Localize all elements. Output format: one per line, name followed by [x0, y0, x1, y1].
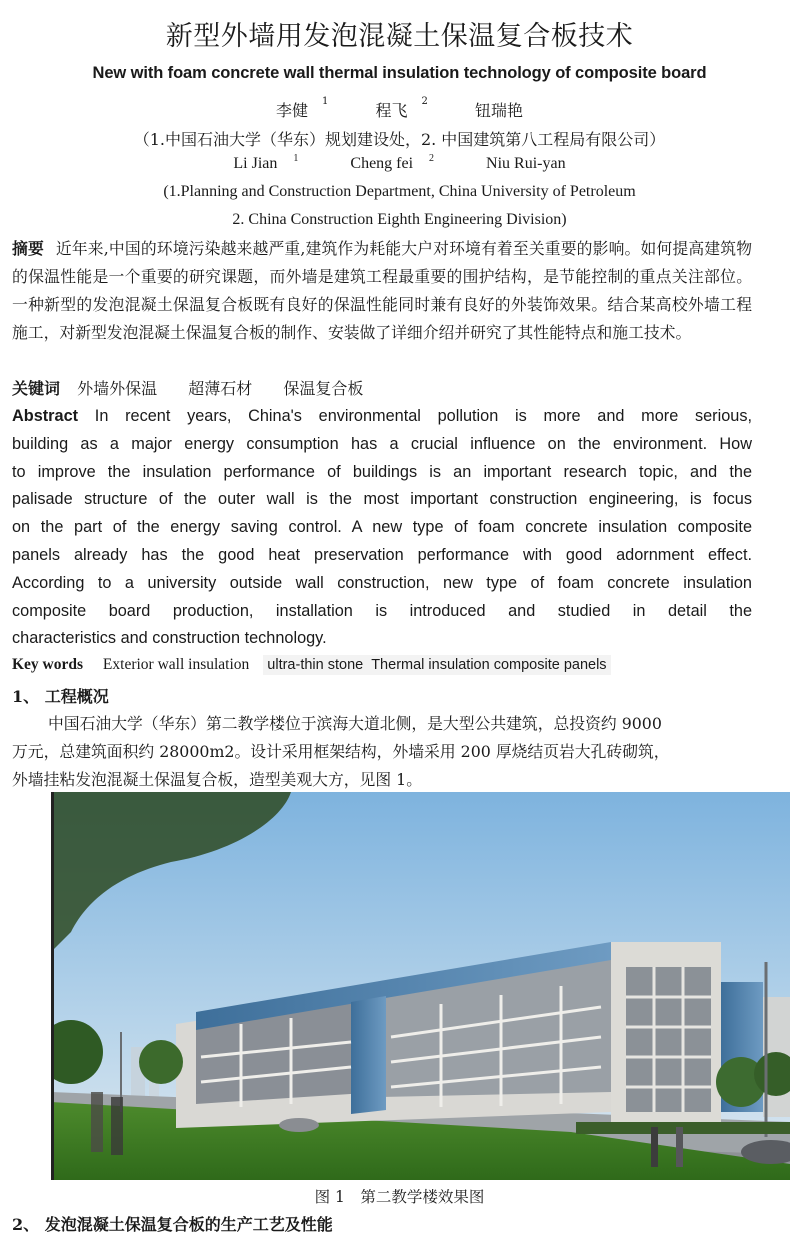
keyword-cn: 保温复合板 [283, 379, 364, 398]
section-1-line: 外墙挂粘发泡混凝土保温复合板，造型美观大方，见图 1。 [12, 770, 422, 789]
authors-en [0, 155, 799, 173]
keywords-en-label: Key words [12, 656, 84, 673]
paper-title-cn: 新型外墙用发泡混凝土保温复合板技术 [165, 21, 634, 52]
keyword-cn: 外墙外保温 [77, 379, 158, 398]
affiliation-en-line-2: 2. China Construction Eighth Engineering Division) [232, 211, 567, 228]
abstract-en-line: characteristics and construction technology. [12, 629, 327, 648]
abstract-en-line: According to a university outside wall construction, new type of foam concrete insulation [12, 573, 752, 592]
abstract-en-line: to improve the insulation performance of buildings is an important research topic, and the [12, 462, 752, 481]
keyword-en: Thermal insulation composite panels [367, 655, 610, 675]
keyword-en: ultra-thin stone [263, 655, 367, 675]
abstract-en-line: on the part of the energy saving control. A new type of foam concrete insulation composite [12, 518, 752, 537]
author-en: Cheng fei $^2$ [350, 153, 435, 172]
paper-title-en: New with foam concrete wall thermal insulation technology of composite board [92, 64, 707, 82]
figure-1-caption: 图 1 第二教学楼效果图 [314, 1188, 485, 1206]
section-1-line: 中国石油大学（华东）第二教学楼位于滨海大道北侧，是大型公共建筑，总投资约 9000 [48, 714, 662, 733]
keyword-cn: 超薄石材 [188, 379, 253, 398]
abstract-en-line: palisade structure of the outer wall is the most important construction engineering, is focus [12, 490, 752, 509]
abstract-en-line: panels already has the good heat preservation performance with good adornment effect. [12, 545, 752, 564]
affiliation-cn: （1.中国石油大学（华东）规划建设处，2. 中国建筑第八工程局有限公司） [133, 130, 666, 149]
abstract-cn-label: 摘要 [12, 239, 44, 258]
abstract-en-line: building as a major energy consumption has a crucial influence on the environment. How [12, 434, 752, 453]
keywords-en [12, 656, 611, 674]
authors-cn [0, 98, 799, 121]
keywords-cn [12, 376, 389, 399]
keyword-en: Exterior wall insulation [102, 656, 250, 673]
abstract-en-label: Abstract [12, 407, 79, 425]
author-cn: 李健 $^1$ [276, 96, 329, 120]
section-2-heading: 2、 发泡混凝土保温复合板的生产工艺及性能 [12, 1215, 333, 1234]
building-illustration [51, 792, 790, 1180]
section-1-heading: 1、 工程概况 [12, 687, 109, 706]
author-cn: 程飞 $^2$ [375, 96, 428, 120]
figure-1-building-rendering [51, 792, 790, 1180]
abstract-en-line: composite board production, installation is introduced and studied in detail the [12, 601, 752, 620]
affiliation-en-line-1: (1.Planning and Construction Department, China University of Petroleum [163, 183, 636, 200]
abstract-cn [12, 235, 752, 347]
author-en: Li Jian $^1$ [233, 153, 299, 172]
section-1-body [12, 710, 752, 794]
section-1-line: 万元，总建筑面积约 28000m2。设计采用框架结构，外墙采用 200 厚烧结页岩大孔砖砌筑， [12, 742, 670, 761]
keywords-cn-label: 关键词 [12, 379, 61, 398]
abstract-en [12, 403, 752, 653]
author-en: Niu Rui-yan [486, 155, 566, 172]
abstract-en-line: Abstract In recent years, China's environmental pollution is more and more serious, [12, 407, 752, 425]
abstract-cn-text: 近年来,中国的环境污染越来越严重,建筑作为耗能大户对环境有着至关重要的影响。如何提高建筑物的保温性能是一个重要的研究课题，而外墙是建筑工程最重要的围护结构，是节能控制的重点关注部位。一种新型的发泡混凝土保温复合板既有良好的保温性能同时兼有良好的外装饰效果。结合某高校外墙工程施工，对新型发泡混凝土保温复合板的制作、安装做了详细介绍并研究了其性能特点和施工技术。 [12, 239, 752, 342]
author-cn: 钮瑞艳 [474, 101, 523, 120]
